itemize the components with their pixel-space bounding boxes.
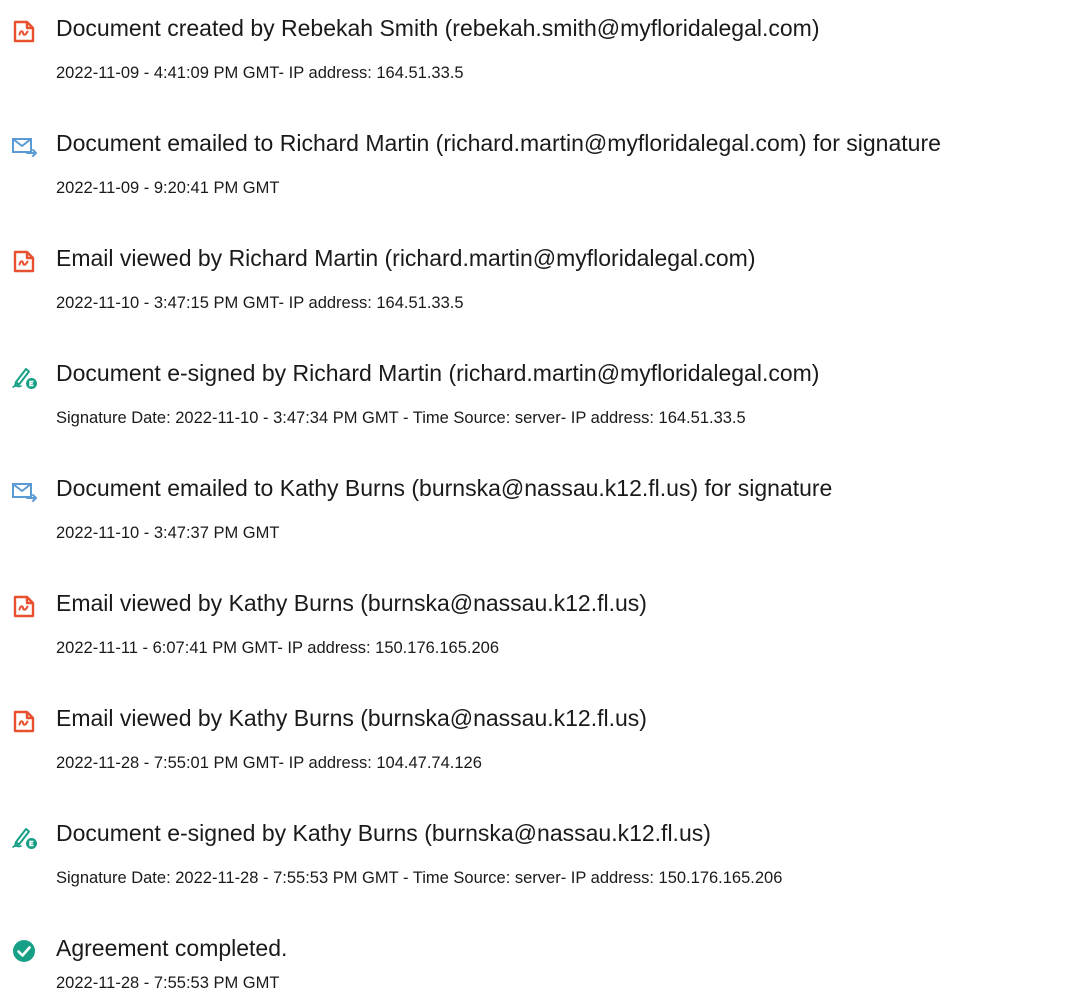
document-icon: [10, 247, 38, 275]
document-icon: [10, 592, 38, 620]
event-detail: Signature Date: 2022-11-28 - 7:55:53 PM GMT - Time Source: server- IP address: 150.176.165.206: [56, 869, 783, 887]
document-icon: [10, 17, 38, 45]
audit-event-emailed: [0, 121, 1081, 221]
esign-icon: [10, 362, 38, 390]
event-detail: 2022-11-10 - 3:47:37 PM GMT: [56, 524, 280, 542]
audit-event-email-viewed: [0, 236, 1081, 336]
event-detail: 2022-11-11 - 6:07:41 PM GMT- IP address: 150.176.165.206: [56, 639, 500, 657]
event-title: Email viewed by Kathy Burns (burnska@nassau.k12.fl.us): [56, 590, 647, 616]
event-detail: 2022-11-09 - 9:20:41 PM GMT: [56, 179, 280, 197]
event-detail: 2022-11-09 - 4:41:09 PM GMT- IP address: 164.51.33.5: [56, 64, 464, 82]
document-icon: [10, 707, 38, 735]
audit-event-email-viewed: [0, 696, 1081, 796]
email-icon: [10, 132, 38, 160]
event-detail: 2022-11-10 - 3:47:15 PM GMT- IP address: 164.51.33.5: [56, 294, 464, 312]
audit-event-document-created: [0, 6, 1081, 106]
event-detail: 2022-11-28 - 7:55:01 PM GMT- IP address: 104.47.74.126: [56, 754, 482, 772]
event-title: Document emailed to Kathy Burns (burnska@nassau.k12.fl.us) for signature: [56, 475, 833, 501]
audit-event-emailed: [0, 466, 1081, 566]
event-detail: Signature Date: 2022-11-10 - 3:47:34 PM GMT - Time Source: server- IP address: 164.51.33.5: [56, 409, 746, 427]
event-title: Email viewed by Kathy Burns (burnska@nassau.k12.fl.us): [56, 705, 647, 731]
event-detail: 2022-11-28 - 7:55:53 PM GMT: [56, 974, 280, 992]
event-title: Agreement completed.: [56, 935, 288, 961]
esign-icon: [10, 822, 38, 850]
event-title: Document emailed to Richard Martin (richard.martin@myfloridalegal.com) for signature: [56, 130, 941, 156]
check-circle-icon: [10, 937, 38, 965]
event-title: Email viewed by Richard Martin (richard.martin@myfloridalegal.com): [56, 245, 756, 271]
event-title: Document e-signed by Kathy Burns (burnska@nassau.k12.fl.us): [56, 820, 711, 846]
audit-event-email-viewed: [0, 581, 1081, 681]
audit-event-esigned: [0, 811, 1081, 911]
audit-event-completed: [0, 926, 1081, 992]
event-title: Document created by Rebekah Smith (rebekah.smith@myfloridalegal.com): [56, 15, 820, 41]
event-title: Document e-signed by Richard Martin (richard.martin@myfloridalegal.com): [56, 360, 820, 386]
audit-event-esigned: [0, 351, 1081, 451]
email-icon: [10, 477, 38, 505]
